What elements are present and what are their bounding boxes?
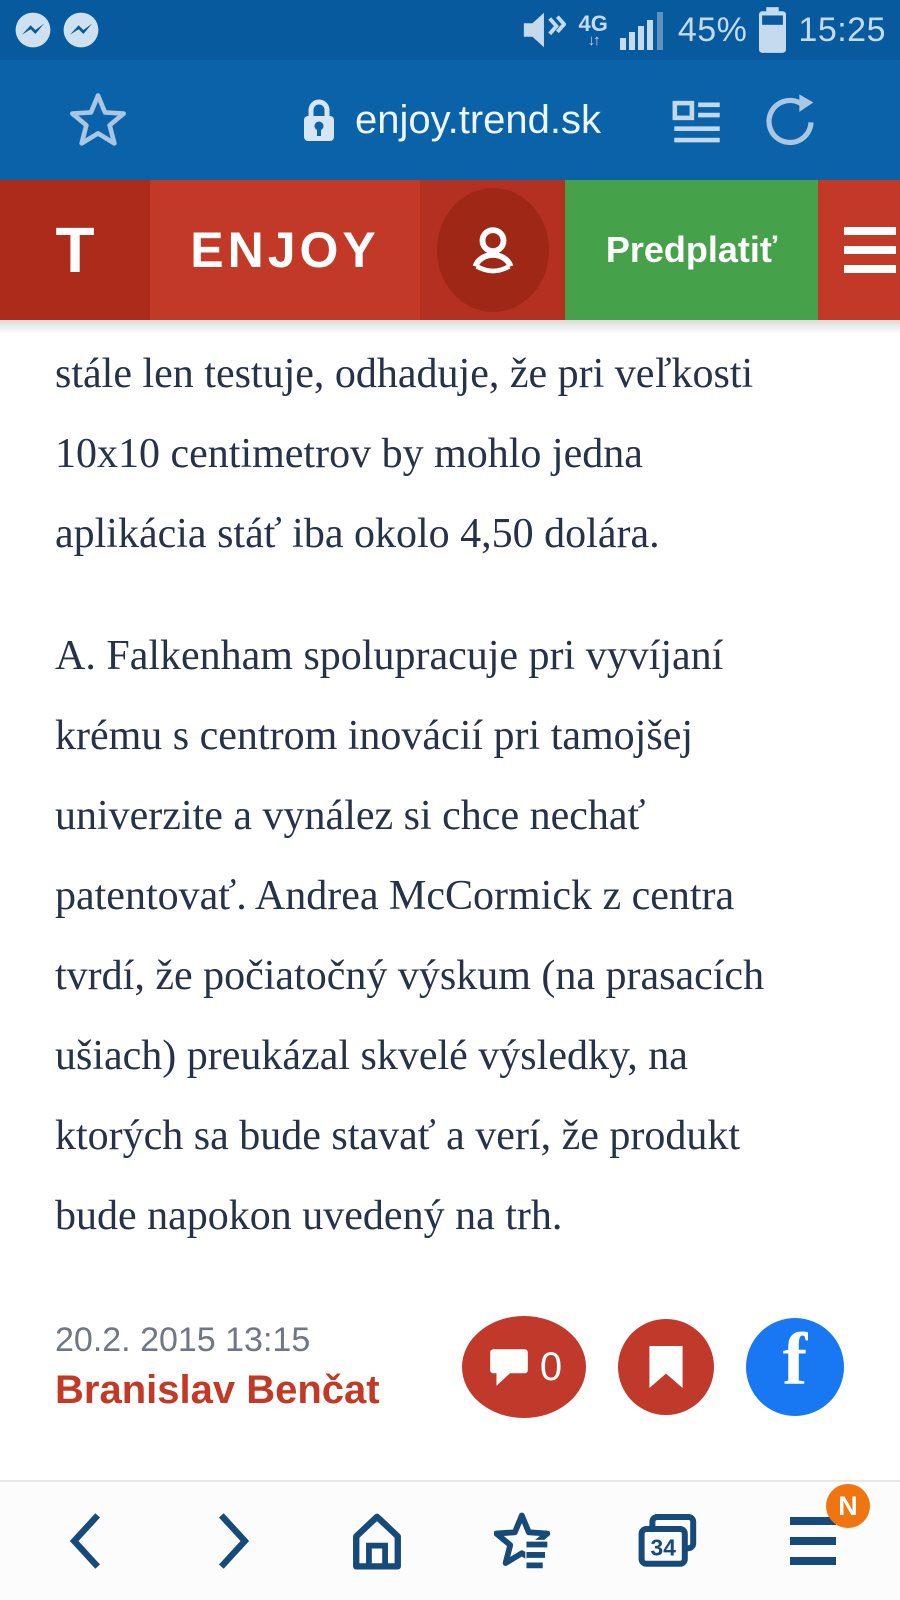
reader-mode-icon[interactable] bbox=[672, 100, 722, 146]
battery-icon bbox=[759, 7, 786, 53]
address-bar bbox=[0, 60, 900, 180]
bookmarks-button[interactable] bbox=[488, 1496, 558, 1586]
browser-bottom-nav bbox=[0, 1480, 900, 1600]
article-paragraph: stále len testuje, odhaduje, že pri veľkosti 10x10 centimetrov by mohlo jedna aplikácia stáť iba okolo 4,50 dolára. bbox=[55, 351, 754, 557]
notification-icons bbox=[14, 11, 100, 49]
signal-strength-icon bbox=[620, 10, 666, 50]
bookmark-ribbon-icon bbox=[649, 1346, 683, 1388]
enjoy-logo-text: ENJOY bbox=[190, 222, 380, 278]
notification-badge: N bbox=[826, 1484, 870, 1528]
star-list-icon bbox=[494, 1512, 552, 1570]
mute-icon bbox=[520, 7, 566, 53]
site-menu-button[interactable] bbox=[818, 180, 900, 320]
publish-date: 20.2. 2015 13:15 bbox=[55, 1321, 311, 1359]
profile-circle bbox=[437, 188, 549, 312]
article-meta-row bbox=[0, 1316, 900, 1418]
profile-button[interactable] bbox=[420, 180, 565, 320]
chevron-left-icon bbox=[65, 1509, 109, 1573]
network-4g-icon: 4G ↓↑ bbox=[578, 10, 608, 49]
secure-lock-icon bbox=[299, 96, 339, 144]
comment-bubble-icon bbox=[486, 1344, 532, 1390]
home-button[interactable] bbox=[342, 1496, 412, 1586]
refresh-icon[interactable] bbox=[762, 92, 818, 148]
forward-button[interactable] bbox=[197, 1496, 267, 1586]
bookmark-button[interactable] bbox=[618, 1319, 714, 1415]
tabs-button[interactable] bbox=[633, 1496, 703, 1586]
tabs-icon bbox=[638, 1513, 698, 1569]
messenger-icon bbox=[14, 11, 52, 49]
article-paragraph: A. Falkenham spolupracuje pri vyvíjaní krému s centrom inovácií pri tamojšej univerzite a vynález si chce nechať patentovať. Andrea McCormick z centra tvrdí, že počiatočný výskum (na prasacích ušiach) preukázal skvelé výsledky, na ktorých sa bude stavať a verí, že produkt bude napokon uvedený na trh. bbox=[55, 633, 765, 1239]
comments-button[interactable] bbox=[462, 1316, 586, 1418]
clock: 15:25 bbox=[798, 10, 886, 49]
comments-count: 0 bbox=[539, 1344, 563, 1389]
back-button[interactable] bbox=[52, 1496, 122, 1586]
tabs-count: 34 bbox=[650, 1534, 676, 1561]
site-header bbox=[0, 180, 900, 320]
messenger-icon bbox=[62, 11, 100, 49]
user-icon bbox=[465, 222, 521, 278]
enjoy-logo[interactable] bbox=[150, 180, 420, 320]
chevron-right-icon bbox=[210, 1509, 254, 1573]
facebook-icon: f bbox=[782, 1318, 808, 1401]
hamburger-icon bbox=[844, 227, 896, 235]
article-body bbox=[0, 320, 900, 1298]
trend-logo[interactable] bbox=[0, 180, 150, 320]
hamburger-icon bbox=[790, 1517, 836, 1565]
battery-percent: 45% bbox=[677, 10, 748, 49]
url-text: enjoy.trend.sk bbox=[354, 97, 602, 142]
menu-button[interactable] bbox=[778, 1490, 858, 1586]
status-bar bbox=[0, 0, 900, 60]
trend-logo-letter: T bbox=[55, 214, 95, 286]
author-link[interactable]: Branislav Benčat bbox=[55, 1368, 380, 1412]
subscribe-button[interactable] bbox=[565, 180, 818, 320]
subscribe-label: Predplatiť bbox=[605, 229, 778, 270]
home-icon bbox=[348, 1511, 406, 1571]
facebook-share-button[interactable] bbox=[746, 1318, 844, 1416]
